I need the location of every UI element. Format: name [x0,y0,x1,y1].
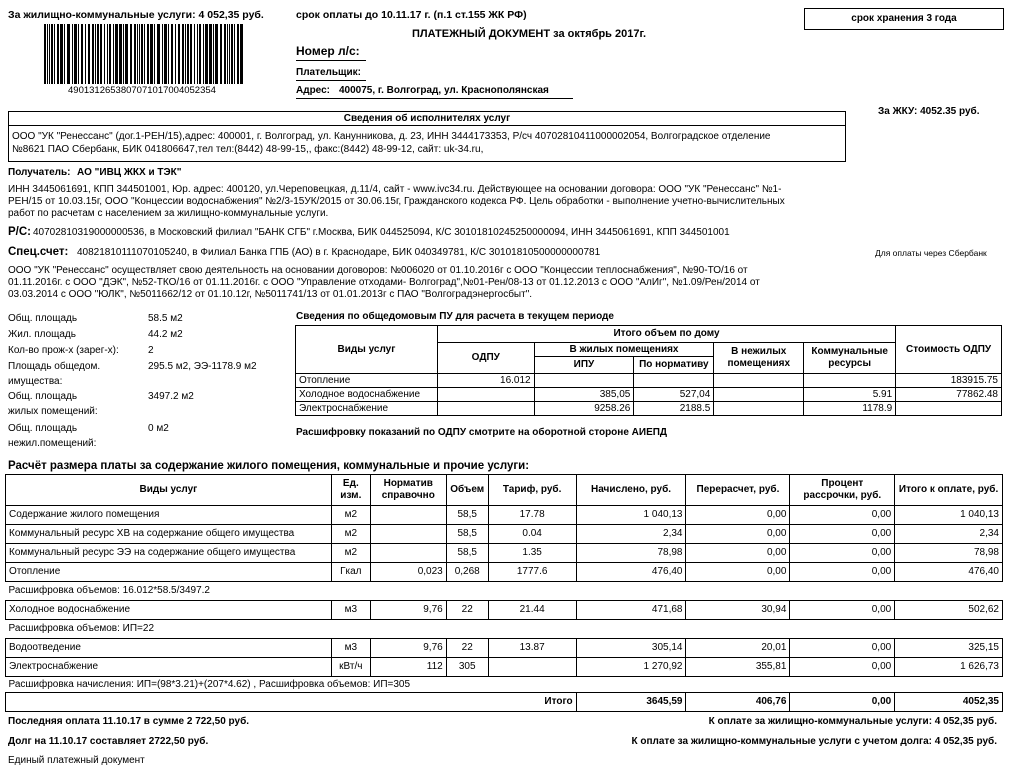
calc-cell-norm: 112 [370,658,446,677]
recipient-line: работ по расчетам с населением за жилищно-коммунальные услуги. [8,208,329,219]
last-payment: Последняя оплата 11.10.17 в сумме 2 722,50 руб. [8,716,250,727]
contract-line: 01.11.2016г. с ООО "ДЭК", №52-ТКО/16 от 01.11.2016г. с ООО "Управление отходами- Волгоград",№01-Рен/08-13 от 01.12.2013 с ООО "АлИг", №1.09/Рен/2014 от [8,277,760,288]
due-date: срок оплаты до 10.11.17 г. (п.1 ст.155 ЖК РФ) [296,9,527,21]
calc-cell-unit: м2 [331,525,370,544]
calc-cell-recalc: 0,00 [686,544,790,563]
calc-cell-charged: 471,68 [576,601,686,620]
calc-cell-percent: 0,00 [790,563,895,582]
odpu-cell-communal: 1178.9 [804,402,896,416]
calc-cell-name: Коммунальный ресурс ХВ на содержание общего имущества [6,525,332,544]
debt-info: Долг на 11.10.17 составляет 2722,50 руб. [8,736,209,747]
table-row-note [6,582,1003,601]
odpu-header-cost: Стоимость ОДПУ [896,326,1002,374]
calc-cell-name: Отопление [6,563,332,582]
calc-cell-recalc: 30,94 [686,601,790,620]
calc-volume-note: Расшифровка объемов: ИП=22 [6,620,1003,639]
calc-cell-tariff [488,658,576,677]
calc-cell-percent: 0,00 [790,506,895,525]
property-label: нежил.помещений: [8,438,97,449]
calc-cell-volume: 0,268 [446,563,488,582]
odpu-cell-odpu: 16.012 [437,374,534,388]
calc-cell-volume: 58,5 [446,506,488,525]
calc-cell-volume: 22 [446,639,488,658]
calc-cell-volume: 305 [446,658,488,677]
calc-cell-recalc: 0,00 [686,506,790,525]
calc-cell-percent: 0,00 [790,658,895,677]
calc-cell-total: 325,15 [895,639,1003,658]
calc-cell-percent: 0,00 [790,525,895,544]
odpu-cell-odpu [437,402,534,416]
odpu-title: Сведения по общедомовым ПУ для расчета в текущем периоде [296,311,614,322]
calc-cell-name: Содержание жилого помещения [6,506,332,525]
calc-volume-note: Расшифровка объемов: 16.012*58.5/3497.2 [6,582,1003,601]
calc-cell-unit: м2 [331,506,370,525]
odpu-cell-nonres [714,374,804,388]
provider-line: ООО "УК "Ренессанс" (дог.1-РЕН/15),адрес: 400001, г. Волгоград, ул. Канунникова, д. 23, ИНН 3444173353, Р/сч 40702810411000002054, Волгоградское отделение [12,131,771,142]
table-row [6,544,1003,563]
odpu-header-ipu: ИПУ [534,357,634,374]
contract-line: ООО "УК "Ренессанс" осуществляет свою деятельность на основании договоров: №006020 от 01.10.2016г с ООО "Концессии теплоснабжения", №90-ТО/16 от [8,265,748,276]
calc-cell-recalc: 355,81 [686,658,790,677]
odpu-cell-ipu [534,374,634,388]
odpu-cell-norm [634,374,714,388]
calc-cell-tariff: 13.87 [488,639,576,658]
calc-cell-volume: 58,5 [446,525,488,544]
odpu-cell-norm: 2188.5 [634,402,714,416]
calc-cell-norm [370,544,446,563]
calc-charge-note: Расшифровка начисления: ИП=(98*3.21)+(207*4.62) , Расшифровка объемов: ИП=305 [6,677,1003,693]
calc-cell-charged: 1 040,13 [576,506,686,525]
table-row [296,388,1002,402]
zhku-total: За ЖКУ: 4052.35 руб. [878,106,980,117]
provider-title: Сведения об исполнителях услуг [9,112,845,126]
sberbank-note: Для оплаты через Сбербанк [875,248,987,258]
property-label: Кол-во прож-х (зарег-х): [8,345,119,356]
totals-total: 4052,35 [895,693,1003,712]
property-value: 44.2 м2 [148,329,183,340]
calc-cell-unit: кВт/ч [331,658,370,677]
property-label: имущества: [8,376,63,387]
utilities-amount-label: За жилищно-коммунальные услуги: 4 052,35 руб. [8,9,264,21]
calc-title: Расчёт размера платы за содержание жилого помещения, коммунальные и прочие услуги: [8,460,530,472]
calc-cell-recalc: 20,01 [686,639,790,658]
property-label: Общ. площадь [8,313,78,324]
calc-header-total: Итого к оплате, руб. [895,475,1003,506]
calc-cell-unit: м2 [331,544,370,563]
account-label: Номер л/с: [296,44,360,58]
property-label: Площадь общедом. [8,361,101,372]
property-label: Общ. площадь [8,423,78,434]
calc-cell-percent: 0,00 [790,639,895,658]
calc-cell-name: Электроснабжение [6,658,332,677]
totals-charged: 3645,59 [576,693,686,712]
odpu-header-total: Итого объем по дому [437,326,895,343]
totals-percent: 0,00 [790,693,895,712]
property-value: 2 [148,345,154,356]
calc-cell-charged: 1 270,92 [576,658,686,677]
to-pay: К оплате за жилищно-коммунальные услуги: 4 052,35 руб. [708,716,997,727]
table-row [6,506,1003,525]
calc-header-percent: Процент рассрочки, руб. [790,475,895,506]
property-value: 0 м2 [148,423,169,434]
odpu-cell-name: Отопление [296,374,438,388]
totals-row [6,693,1003,712]
odpu-header-norm: По нормативу [634,357,714,374]
contract-line: 03.03.2014 с ООО "ЮЛК", №5011662/12 от 01.10.12г, №5011741/13 от 01.01.2013г с ПАО "Волгоградэнергосбыт". [8,289,533,300]
calc-cell-norm [370,525,446,544]
calc-header-volume: Объем [446,475,488,506]
odpu-cell-communal [804,374,896,388]
calc-cell-name: Холодное водоснабжение [6,601,332,620]
calc-cell-norm: 9,76 [370,601,446,620]
odpu-cell-odpu [437,388,534,402]
odpu-cell-cost: 183915.75 [896,374,1002,388]
calc-cell-total: 502,62 [895,601,1003,620]
odpu-cell-norm: 527,04 [634,388,714,402]
calc-cell-norm: 9,76 [370,639,446,658]
payer-label: Плательщик: [296,67,361,78]
property-label: Жил. площадь [8,329,76,340]
property-value: 58.5 м2 [148,313,183,324]
calc-cell-charged: 78,98 [576,544,686,563]
odpu-header-nonres: В нежилых помещениях [714,343,804,374]
odpu-cell-cost [896,402,1002,416]
totals-recalc: 406,76 [686,693,790,712]
calc-cell-unit: Гкал [331,563,370,582]
odpu-cell-nonres [714,388,804,402]
table-row [296,374,1002,388]
table-row [6,601,1003,620]
table-row [6,563,1003,582]
table-row-note [6,677,1003,693]
spec-account-value: 40821810111070105240, в Филиал Банка ГПБ (АО) в г. Краснодаре, БИК 040349781, К/С 30101810500000000781 [77,247,601,258]
calc-cell-name: Водоотведение [6,639,332,658]
recipient-label: Получатель: [8,167,71,178]
calc-cell-tariff: 1.35 [488,544,576,563]
table-row [6,658,1003,677]
calc-cell-tariff: 17.78 [488,506,576,525]
calc-cell-total: 476,40 [895,563,1003,582]
odpu-header-residential: В жилых помещениях [534,343,714,357]
table-row [6,639,1003,658]
odpu-cell-name: Электроснабжение [296,402,438,416]
barcode-number: 4901312653807071017004052354 [68,85,216,96]
storage-box [804,8,1004,30]
table-row [6,525,1003,544]
calc-cell-norm [370,506,446,525]
calc-cell-tariff: 1777.6 [488,563,576,582]
calc-cell-percent: 0,00 [790,544,895,563]
provider-line: №8621 ПАО Сбербанк, БИК 041806647,тел тел:(8442) 48-99-15,, факс:(8442) 48-99-12, сайт: uk-34.ru, [12,144,484,155]
odpu-cell-nonres [714,402,804,416]
calc-cell-charged: 476,40 [576,563,686,582]
property-label: жилых помещений: [8,406,98,417]
calc-header-recalc: Перерасчет, руб. [686,475,790,506]
calc-cell-total: 2,34 [895,525,1003,544]
payer-underline [296,80,366,81]
barcode [44,24,244,84]
table-row [296,402,1002,416]
recipient-line: ИНН 3445061691, КПП 344501001, Юр. адрес: 400120, ул.Череповецкая, д.11/4, сайт - www.ivc34.ru. Действующее на основании договора: ООО "УК "Ренессанс" №1- [8,184,782,195]
calc-cell-name: Коммунальный ресурс ЭЭ на содержание общего имущества [6,544,332,563]
provider-box [8,111,846,162]
calc-cell-recalc: 0,00 [686,525,790,544]
calc-cell-unit: м3 [331,639,370,658]
to-pay-with-debt: К оплате за жилищно-коммунальные услуги с учетом долга: 4 052,35 руб. [631,736,997,747]
calc-header-charged: Начислено, руб. [576,475,686,506]
rs-value: 40702810319000000536, в Московский филиал "БАНК СГБ" г.Москва, БИК 044525094, К/С 30101810245250000094, ИНН 3445061691, КПП 344501001 [33,227,730,238]
doc-title: ПЛАТЕЖНЫЙ ДОКУМЕНТ за октябрь 2017г. [412,28,647,40]
odpu-cell-name: Холодное водоснабжение [296,388,438,402]
recipient-name: АО "ИВЦ ЖКХ и ТЭК" [77,167,182,178]
odpu-note: Расшифровку показаний по ОДПУ смотрите на оборотной стороне АИЕПД [296,427,668,438]
address-underline [296,98,573,99]
property-label: Общ. площадь [8,391,78,402]
odpu-table [295,325,1002,416]
calc-header-unit: Ед. изм. [331,475,370,506]
calc-cell-total: 1 040,13 [895,506,1003,525]
calc-cell-norm: 0,023 [370,563,446,582]
odpu-header-communal: Коммунальные ресурсы [804,343,896,374]
odpu-header-odpu: ОДПУ [437,343,534,374]
address-label: Адрес: [296,85,330,96]
table-row-note [6,620,1003,639]
recipient-line: РЕН/15 от 10.03.15г, ООО "Концессии водоснабжения" №2/3-15УК/2015 от 30.06.15г, Гражданского кодекса РФ. Цель обработки - выполнение учетно-вычислительных [8,196,785,207]
property-value: 3497.2 м2 [148,391,194,402]
calc-cell-volume: 22 [446,601,488,620]
calc-header-tariff: Тариф, руб. [488,475,576,506]
calc-cell-volume: 58,5 [446,544,488,563]
calc-cell-total: 1 626,73 [895,658,1003,677]
calc-cell-charged: 2,34 [576,525,686,544]
calc-cell-tariff: 0.04 [488,525,576,544]
storage-text: срок хранения 3 года [851,13,957,24]
totals-label: Итого [6,693,577,712]
odpu-header-services: Виды услуг [296,326,438,374]
calc-table [5,474,1003,712]
address-value: 400075, г. Волгоград, ул. Краснополянская [339,85,549,96]
spec-account-label: Спец.счет: [8,246,69,258]
odpu-cell-communal: 5.91 [804,388,896,402]
odpu-cell-ipu: 385,05 [534,388,634,402]
rs-label: Р/С: [8,226,31,238]
calc-cell-tariff: 21.44 [488,601,576,620]
calc-cell-total: 78,98 [895,544,1003,563]
calc-cell-recalc: 0,00 [686,563,790,582]
calc-cell-unit: м3 [331,601,370,620]
account-underline [296,60,366,61]
odpu-cell-cost: 77862.48 [896,388,1002,402]
calc-cell-charged: 305,14 [576,639,686,658]
property-value: 295.5 м2, ЭЭ-1178.9 м2 [148,361,257,372]
calc-header-services: Виды услуг [6,475,332,506]
calc-header-norm: Норматив справочно [370,475,446,506]
calc-cell-percent: 0,00 [790,601,895,620]
doc-type: Единый платежный документ [8,755,145,766]
odpu-cell-ipu: 9258.26 [534,402,634,416]
